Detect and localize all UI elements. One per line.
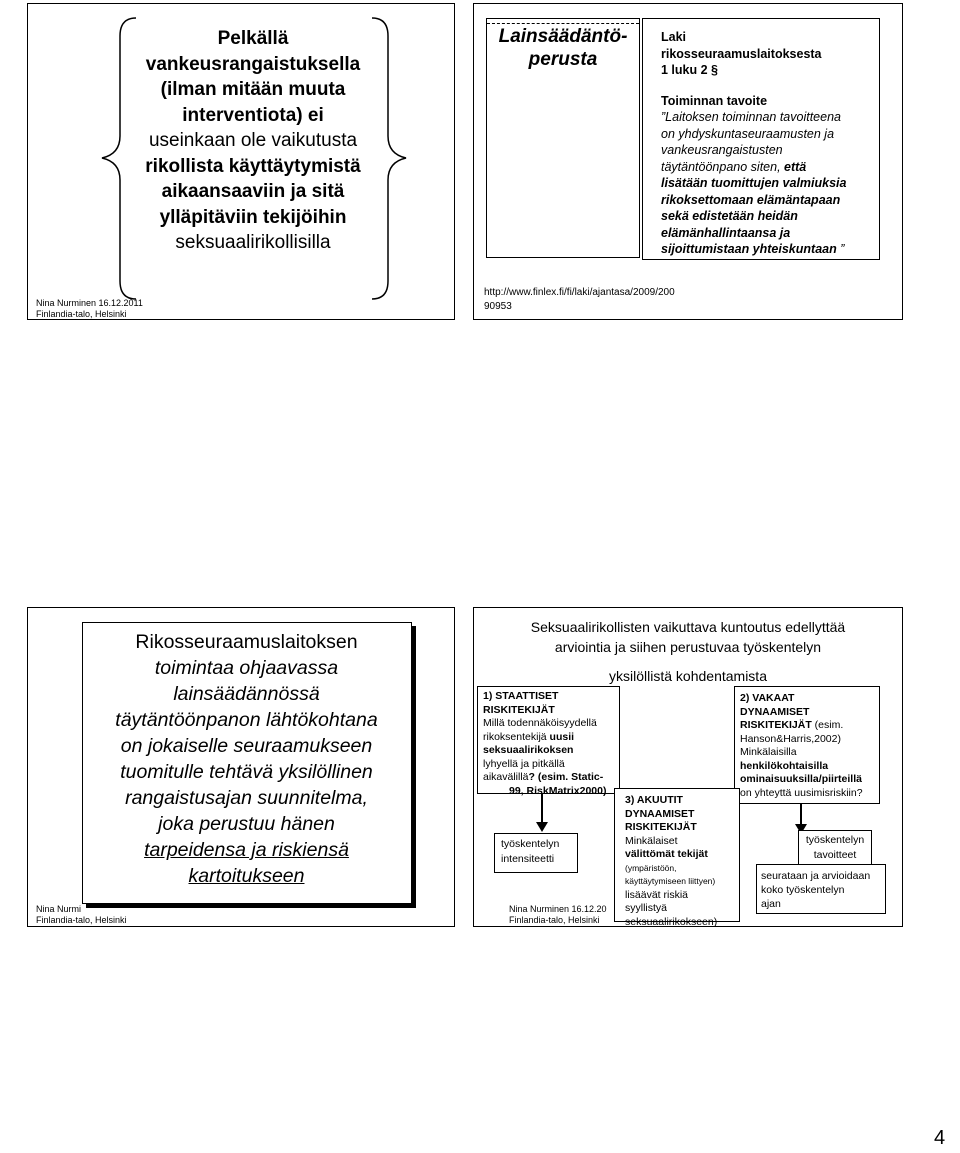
box-bold: RISKITEKIJÄT: [740, 719, 812, 731]
box-line: [740, 719, 879, 733]
url-line: http://www.finlex.fi/fi/laki/ajantasa/2009/200: [484, 287, 675, 298]
law-quote-box: [642, 18, 880, 260]
text-line: useinkaan ole vaikutusta: [148, 130, 358, 151]
box-line: syyllistyä: [625, 902, 668, 914]
quote-text: täytäntöönpano siten,: [661, 159, 781, 174]
monitoring-box: [756, 864, 886, 914]
title-line: yksilöllistä kohdentamista: [609, 668, 767, 684]
box-line: RISKITEKIJÄT: [625, 821, 697, 833]
box-line: lisäävät riskiä: [625, 888, 689, 901]
text-line: [123, 103, 383, 129]
goals-box: [798, 830, 872, 868]
text-line: joka perustuu hänen: [158, 813, 335, 835]
box-line: tavoitteet: [813, 849, 857, 861]
box-line: on yhteyttä uusimisriskiin?: [740, 786, 863, 799]
slide-footer: [36, 904, 127, 926]
text-line: Rikosseuraamuslaitoksen: [135, 631, 358, 653]
text-bold: interventiota) ei: [182, 104, 324, 126]
title-line: arviointia ja siihen perustuvaa työskentelyn: [554, 639, 822, 655]
slide-4: [473, 607, 903, 927]
label-line: Lainsäädäntö-: [498, 26, 628, 47]
box-line: seksuaalirikokseen): [625, 915, 718, 928]
slide-footer: [36, 298, 143, 320]
box-text: aikavälillä: [483, 771, 529, 783]
box-line: lyhyellä ja pitkällä: [483, 757, 565, 770]
page-number: 4: [934, 1127, 946, 1149]
footer-venue: Finlandia-talo, Helsinki: [36, 915, 127, 925]
quote-line: [661, 241, 879, 258]
text-line: ylläpitäviin tekijöihin: [159, 206, 347, 228]
arrow-down-icon: [534, 794, 550, 834]
box-line: Minkälaiset: [625, 834, 678, 847]
quote-bold: että: [784, 159, 807, 174]
label-top-stripe: [487, 19, 639, 24]
box-line: 1) STAATTISET: [483, 690, 559, 702]
slide-1: [27, 3, 455, 320]
box-line: koko työskentelyn: [761, 884, 845, 896]
slide-4-title: [474, 617, 902, 686]
footer-author: Nina Nurminen 16.12.20: [509, 904, 607, 914]
goal-heading: Toiminnan tavoite: [661, 93, 768, 108]
box-line: [483, 771, 619, 785]
legal-basis-box: [486, 18, 640, 258]
footer-author: Nina Nurminen 16.12.2011: [36, 298, 143, 308]
quote-text: ”: [840, 242, 845, 256]
box-line: työskentelyn: [805, 834, 865, 846]
box-line: ominaisuuksilla/piirteillä: [740, 773, 862, 785]
quote-bold: sijoittumistaan yhteiskuntaan: [661, 242, 837, 256]
quote-line: on yhdyskuntaseuraamusten ja: [661, 126, 835, 141]
law-section: 1 luku 2 §: [661, 63, 718, 77]
text-line: vankeusrangaistuksella: [145, 53, 361, 75]
box-line: DYNAAMISET: [625, 807, 695, 820]
footer-venue: Finlandia-talo, Helsinki: [36, 309, 127, 319]
box-line: intensiteetti: [501, 853, 555, 865]
quote-line: ”Laitoksen toiminnan tavoitteena: [661, 110, 841, 124]
box-line: Hanson&Harris,2002): [740, 732, 841, 745]
footer-venue: Finlandia-talo, Helsinki: [509, 915, 600, 925]
box-text: (esim.: [811, 719, 844, 731]
quote-line: elämänhallintaansa ja: [661, 225, 791, 240]
url-line: 90953: [484, 301, 512, 312]
box-line: henkilökohtaisilla: [740, 759, 829, 772]
quote-line: vankeusrangaistusten: [661, 143, 783, 157]
source-url: [484, 286, 675, 314]
box-line: 2) VAKAAT: [740, 692, 795, 704]
law-title: rikosseuraamuslaitoksesta: [661, 46, 822, 61]
box-bold: uusii: [549, 730, 575, 743]
text-line: seksuaalirikollisilla: [175, 232, 331, 253]
quote-line: sekä edistetään heidän: [661, 209, 798, 223]
box-line: (ympäristöön,: [625, 862, 677, 873]
box-line: Minkälaisilla: [740, 746, 797, 758]
box-line: ajan: [761, 898, 781, 910]
box-text: rikoksentekijä: [483, 730, 547, 743]
text-line: täytäntöönpanon lähtökohtana: [115, 709, 378, 731]
text-line: rangaistusajan suunnitelma,: [125, 787, 368, 809]
plan-text-box: [82, 622, 412, 904]
box-line: 3) AKUUTIT: [625, 794, 683, 806]
text-line: rikollista käyttäytymistä: [145, 155, 361, 177]
box-line: [483, 731, 619, 745]
footer-author: Nina Nurmi: [36, 904, 82, 914]
box-line: seksuaalirikoksen: [483, 744, 574, 756]
box-line: 99, RiskMatrix2000): [509, 784, 607, 797]
slide-2: [473, 3, 903, 320]
law-title: Laki: [661, 30, 687, 44]
title-line: Seksuaalirikollisten vaikuttava kuntoutus edellyttää: [530, 619, 846, 635]
plan-text: [83, 629, 410, 889]
intensity-box: [494, 833, 578, 873]
text-line: (ilman mitään muuta: [160, 79, 346, 100]
text-line: kartoitukseen: [188, 865, 305, 887]
acute-dynamic-risk-box: [614, 788, 740, 928]
box-line: DYNAAMISET: [740, 705, 810, 718]
static-risk-box: [477, 686, 620, 797]
text-line: aikaansaaviin ja sitä: [161, 181, 345, 202]
box-line: seurataan ja arvioidaan: [761, 870, 871, 882]
text-line: lainsäädännössä: [173, 683, 320, 705]
quote-line: rikoksettomaan elämäntapaan: [661, 192, 841, 207]
slide-3: [27, 607, 455, 927]
box-line: työskentelyn: [501, 838, 560, 850]
text-line: tarpeidensa ja riskiensä: [144, 839, 349, 861]
box-line: RISKITEKIJÄT: [483, 703, 555, 716]
legal-basis-label: [487, 25, 639, 71]
stable-dynamic-risk-box: [734, 686, 880, 804]
slide-footer: [509, 904, 607, 926]
text-line: tuomitulle tehtävä yksilöllinen: [120, 761, 373, 783]
box-bold: ? (esim. Static-: [528, 771, 604, 783]
label-line: perusta: [528, 49, 598, 70]
box-line: Millä todennäköisyydellä: [483, 717, 597, 729]
slide-1-text: [123, 26, 383, 256]
box-line: käyttäytymiseen liittyen): [625, 876, 716, 886]
text-line: toimintaa ohjaavassa: [154, 657, 339, 679]
quote-line: lisätään tuomittujen valmiuksia: [661, 176, 847, 190]
quote-line: [661, 159, 879, 176]
text-line: Pelkällä: [217, 28, 289, 49]
text-line: on jokaiselle seuraamukseen: [120, 735, 373, 757]
box-line: välittömät tekijät: [625, 848, 708, 860]
